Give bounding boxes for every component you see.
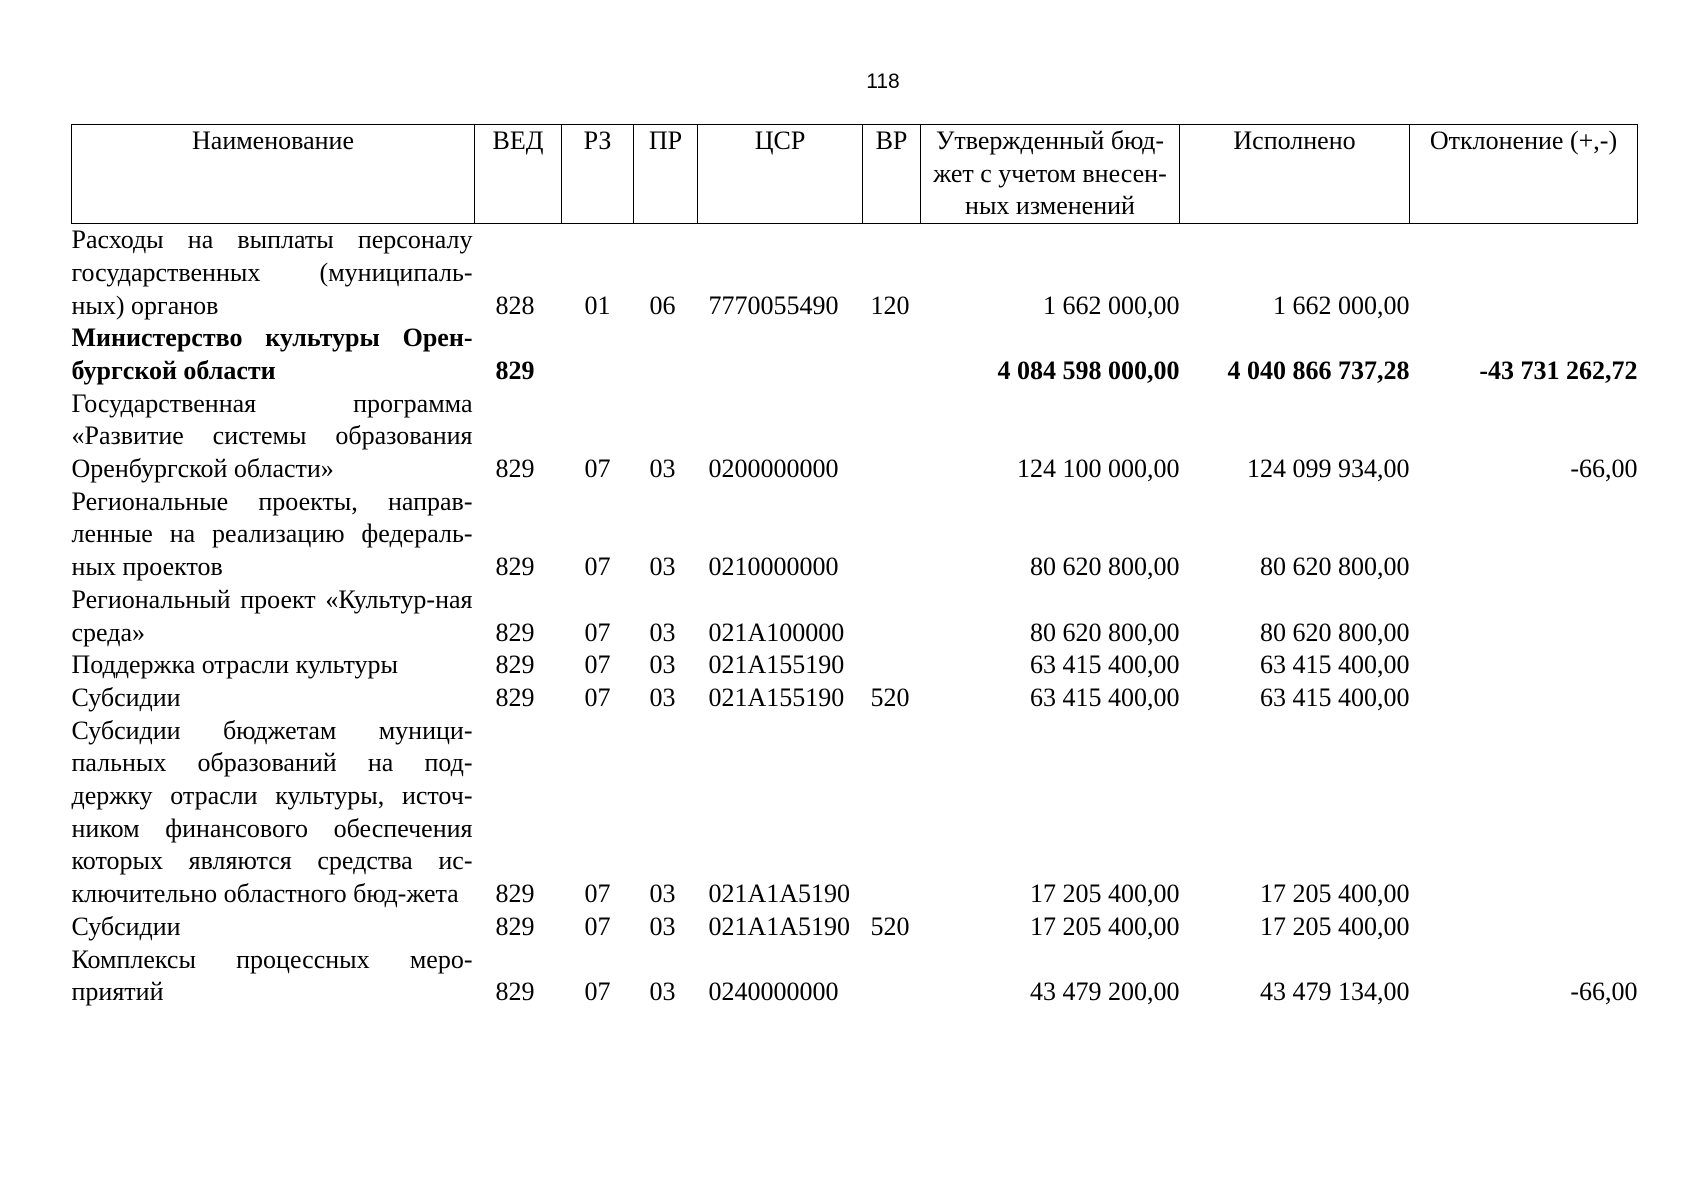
header-executed: Исполнено	[1180, 125, 1410, 224]
row-pr: 03	[649, 650, 676, 680]
row-rz: 07	[584, 911, 611, 941]
row-csr: 0210000000	[708, 552, 839, 582]
table-row	[72, 944, 1638, 1009]
row-rz: 07	[584, 879, 611, 909]
row-vr	[863, 649, 921, 682]
row-csr: 7770055490	[708, 290, 839, 320]
header-vr: ВР	[863, 125, 921, 224]
header-name: Наименование	[72, 125, 475, 224]
row-pr: 03	[649, 911, 676, 941]
row-deviation: -66,00	[1570, 454, 1638, 484]
row-approved: 80 620 800,00	[1030, 552, 1180, 582]
row-name: Комплексы процессных меро-приятий	[71, 944, 473, 1007]
row-rz: 07	[584, 650, 611, 680]
row-csr: 0200000000	[708, 454, 839, 484]
row-approved: 17 205 400,00	[1030, 911, 1180, 941]
row-deviation	[1410, 224, 1638, 323]
row-csr: 021A155190	[708, 650, 845, 680]
row-csr	[698, 322, 863, 387]
row-vr	[863, 388, 921, 486]
row-name: Региональный проект «Культур-ная среда»	[71, 584, 473, 647]
table-row	[72, 388, 1638, 486]
row-pr: 03	[649, 617, 676, 647]
row-vr: 520	[870, 911, 910, 941]
row-ved: 829	[495, 617, 535, 647]
header-approved-budget: Утвержденный бюд-жет с учетом внесен-ных изменений	[921, 125, 1180, 224]
row-deviation	[1410, 911, 1638, 944]
row-executed: 1 662 000,00	[1273, 290, 1410, 320]
row-vr	[863, 486, 921, 584]
row-ved: 829	[495, 977, 535, 1007]
row-pr: 03	[649, 977, 676, 1007]
header-csr: ЦСР	[698, 125, 863, 224]
table-header-row	[72, 125, 1638, 224]
row-name: Министерство культуры Орен-бургской области	[71, 323, 473, 385]
row-deviation	[1410, 584, 1638, 649]
row-approved: 43 479 200,00	[1030, 977, 1180, 1007]
row-ved: 829	[495, 879, 535, 909]
row-vr: 520	[870, 682, 910, 712]
header-rz: РЗ	[562, 125, 634, 224]
row-name: Региональные проекты, направ-ленные на реализацию федераль-ных проектов	[71, 486, 473, 582]
row-approved: 17 205 400,00	[1030, 879, 1180, 909]
row-pr	[634, 322, 698, 387]
row-deviation	[1410, 715, 1638, 911]
row-name: Государственная программа «Развитие системы образования Оренбургской области»	[71, 388, 473, 484]
row-vr	[863, 322, 921, 387]
row-vr: 120	[870, 290, 910, 320]
row-ved: 829	[495, 650, 535, 680]
row-approved: 63 415 400,00	[1030, 650, 1180, 680]
row-approved: 1 662 000,00	[1043, 290, 1180, 320]
header-ved: ВЕД	[475, 125, 562, 224]
row-name: Поддержка отрасли культуры	[71, 650, 399, 680]
row-pr: 03	[649, 552, 676, 582]
row-name: Расходы на выплаты персоналу государственных (муниципаль-ных) органов	[71, 225, 473, 320]
row-ved: 829	[495, 454, 535, 484]
table-row	[72, 486, 1638, 584]
row-pr: 03	[649, 682, 676, 712]
row-deviation	[1410, 486, 1638, 584]
row-approved: 124 100 000,00	[1017, 454, 1180, 484]
row-ved: 829	[495, 911, 535, 941]
header-pr: ПР	[634, 125, 698, 224]
row-deviation	[1410, 649, 1638, 682]
row-csr: 021A155190	[708, 682, 845, 712]
row-csr: 021A100000	[708, 617, 845, 647]
table-row	[72, 224, 1638, 323]
row-name: Субсидии	[71, 682, 181, 712]
row-executed: 63 415 400,00	[1260, 682, 1410, 712]
row-pr: 06	[649, 290, 676, 320]
row-executed: 4 040 866 737,28	[1227, 355, 1410, 385]
row-ved: 829	[495, 682, 535, 712]
row-ved: 829	[495, 552, 535, 582]
table-row	[72, 649, 1638, 682]
row-executed: 17 205 400,00	[1260, 879, 1410, 909]
row-rz: 07	[584, 977, 611, 1007]
row-executed: 43 479 134,00	[1260, 977, 1410, 1007]
table-row	[72, 911, 1638, 944]
row-name: Субсидии	[71, 911, 181, 941]
table-row	[72, 715, 1638, 911]
row-approved: 63 415 400,00	[1030, 682, 1180, 712]
row-rz: 07	[584, 454, 611, 484]
row-executed: 17 205 400,00	[1260, 911, 1410, 941]
row-executed: 80 620 800,00	[1260, 552, 1410, 582]
row-csr: 021A1A5190	[708, 911, 851, 941]
row-executed: 63 415 400,00	[1260, 650, 1410, 680]
row-deviation: -66,00	[1570, 977, 1638, 1007]
row-rz: 07	[584, 617, 611, 647]
row-deviation	[1410, 682, 1638, 715]
row-name: Субсидии бюджетам муници-пальных образований на под-держку отрасли культуры, источ-ником финансового обеспечения которых являются средства ис-ключительно областного бюд-жета	[71, 715, 473, 909]
row-rz: 07	[584, 552, 611, 582]
row-csr: 0240000000	[708, 977, 839, 1007]
row-ved: 829	[495, 355, 535, 385]
row-deviation: -43 731 262,72	[1479, 355, 1638, 385]
row-pr: 03	[649, 879, 676, 909]
budget-execution-table	[71, 124, 1638, 1009]
page-number: 118	[866, 70, 900, 93]
row-vr	[863, 715, 921, 911]
row-executed: 124 099 934,00	[1247, 454, 1410, 484]
row-approved: 80 620 800,00	[1030, 617, 1180, 647]
row-csr: 021A1A5190	[708, 879, 851, 909]
row-ved: 828	[495, 290, 535, 320]
row-pr: 03	[649, 454, 676, 484]
row-rz: 01	[584, 290, 611, 320]
row-vr	[863, 944, 921, 1009]
table-row	[72, 682, 1638, 715]
row-rz	[562, 322, 634, 387]
row-vr	[863, 584, 921, 649]
row-executed: 80 620 800,00	[1260, 617, 1410, 647]
header-deviation: Отклонение (+,-)	[1410, 125, 1638, 224]
table-row	[72, 584, 1638, 649]
row-rz: 07	[584, 682, 611, 712]
table-row-ministry	[72, 322, 1638, 387]
row-approved: 4 084 598 000,00	[997, 355, 1180, 385]
